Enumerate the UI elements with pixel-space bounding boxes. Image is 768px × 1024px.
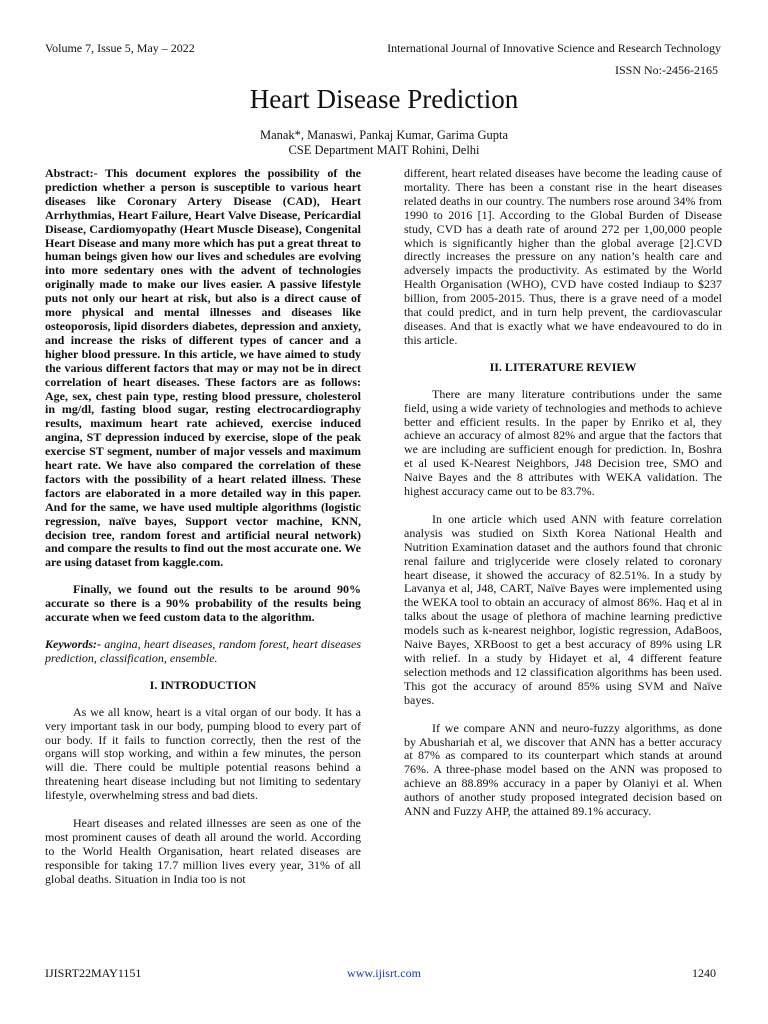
lit-paragraph-3: If we compare ANN and neuro-fuzzy algorithms, as done by Abushariah et al, we discover that ANN has a better accuracy at 87% as compared to its counterpart which stands at around 76%. A three-phase model based on the ANN was proposed to achieve an 88.89% accuracy in a paper by Olaniyi et al. When authors of another study proposed integrated decision based on ANN and Fuzzy AHP, the attained 89.1% accuracy. (404, 720, 722, 819)
intro-continuation: different, heart related diseases have become the leading cause of mortality. There has been a constant rise in the heart diseases related deaths in our country. The numbers rose around 34% from 1990 to 2016 [1]. According to the Global Burden of Disease study, CVD has a death rate of around 272 per 1,00,000 people which is significantly higher than the global average [2].CVD directly increases the pressure on any nation’s health care and adversely impacts the productivity. As estimated by the World Health Organisation (WHO), CVD have costed Indiaup to $237 billion, from 2005-2015. Thus, there is a grave need of a model that could predict, and in turn help prevent, the cardiovascular diseases. And that is exactly what we have endeavoured to do in this article. (404, 166, 722, 347)
paper-id: IJISRT22MAY1151 (45, 966, 142, 980)
keywords-label: Keywords:- (45, 637, 101, 651)
section-heading-literature-review: II. LITERATURE REVIEW (489, 359, 637, 374)
intro-paragraph-1: As we all know, heart is a vital organ of our body. It has a very important task in our body, pumping blood to every part of our body. If it fails to function correctly, then the rest of the organs will stop working, and within a few minutes, the person will die. There could be multiple potential reasons behind a threatening heart disease including but not limiting to sedentary lifestyle, overwhelming stress and bad diets. (45, 704, 361, 803)
abstract: Abstract:- This document explores the possibility of the prediction whether a person is susceptible to various heart diseases like Coronary Artery Disease (CAD), Heart Arrhythmias, Heart Failure, Heart Valve Disease, Pericardial Disease, Cardiomyopathy (Heart Muscle Disease), Congenital Heart Disease and many more which has put a great threat to human beings given how our lives and schedules are evolving into more sedentary ones with the advent of technologies originally made to make our lives easier. A passive lifestyle puts not only our heart at risk, but also is a direct cause of more physical and mental illnesses and diseases like osteoporosis, lipid disorders diabetes, depression and anxiety, and increase the risks of different types of cancer and a higher blood pressure. In this article, we have aimed to study the various different factors that may or may not be in direct correlation of heart diseases. These factors are as follows: Age, sex, chest pain type, resting blood pressure, cholesterol in mg/dl, fasting blood sugar, resting electrocardiography results, maximum heart rate achieved, exercise induced angina, ST depression induced by exercise, slope of the peak exercise ST segment, number of major vessels and maximum heart rate. We have also compared the correlation of these factors with the possibility of a heart related illness. These factors are elaborated in a more detailed way in this paper. And for the same, we have used multiple algorithms (logistic regression, naïve bayes, Support vector machine, KNN, decision tree, random forest and artificial neural network) and compare the results to find out the most accurate one. We are using dataset from kaggle.com. (45, 166, 361, 570)
keywords (45, 638, 361, 666)
lit-paragraph-1: There are many literature contributions under the same field, using a wide variety of technologies and methods to achieve better and efficient results. In the paper by Enriko et al, they achieve an accuracy of almost 82% and argue that the factors that we are including are sufficient enough for prediction. In, Boshra et al used K-Nearest Neighbors, J48 Decision tree, SMO and Naive Bayes and the 8 attributes with WEKA validation. The highest accuracy came out to be 83.7%. (404, 386, 722, 499)
lit-paragraph-2: In one article which used ANN with feature correlation analysis was studied on Sixth Korea National Health and Nutrition Examination dataset and the authors found that chronic renal failure and triglyceride were closely related to coronary heart disease, it showed the accuracy of 82.51%. In a study by Lavanya et al, J48, CART, Naïve Bayes were implemented using the WEKA tool to obtain an accuracy of almost 86%. Haq et al in talks about the usage of plethora of machine learning predictive models such as k-nearest neighbor, logistic regression, AdaBoos, Naive Bayes, XRBoost to get a best accuracy of 89% using LR with relief. In a study by Hidayet et al, 4 different feature selection methods and 12 classification algorithms has been used. This got the accuracy of around 85% using SVM and Naïve bayes. (404, 511, 722, 707)
intro-paragraph-2: Heart diseases and related illnesses are seen as one of the most prominent causes of death all around the world. According to the World Health Organisation, heart related diseases are responsible for taking 17.7 million lives every year, 31% of all global deaths. Situation in India too is not (45, 816, 361, 886)
affiliation: CSE Department MAIT Rohini, Delhi (288, 143, 480, 157)
paper-title: Heart Disease Prediction (249, 84, 519, 114)
journal-name: International Journal of Innovative Science and Research Technology (387, 41, 721, 55)
left-column (45, 167, 361, 887)
page-number: 1240 (692, 966, 716, 980)
section-heading-introduction: I. INTRODUCTION (149, 677, 257, 692)
keywords-text: angina, heart diseases, random forest, heart diseases prediction, classification, ensemble. (45, 637, 362, 665)
issn: ISSN No:-2456-2165 (614, 63, 718, 77)
volume-info: Volume 7, Issue 5, May – 2022 (45, 41, 195, 55)
authors: Manak*, Manaswi, Pankaj Kumar, Garima Gupta (259, 128, 509, 142)
journal-link[interactable]: www.ijisrt.com (347, 966, 421, 980)
abstract-conclusion: Finally, we found out the results to be around 90% accurate so there is a 90% probability of the results being accurate when we feed custom data to the algorithm. (45, 582, 361, 625)
right-column (404, 167, 722, 819)
